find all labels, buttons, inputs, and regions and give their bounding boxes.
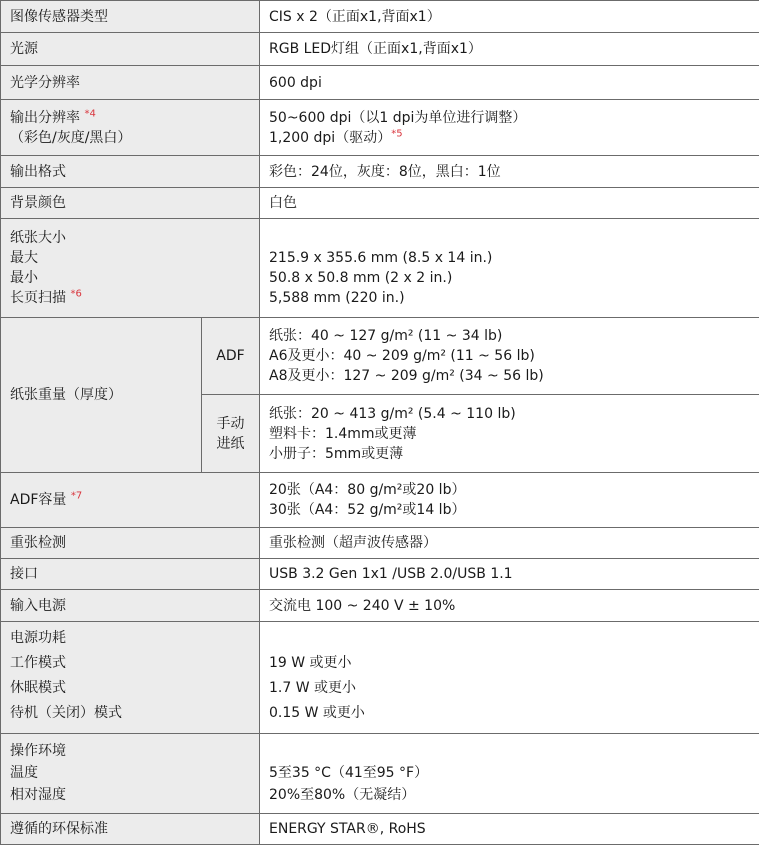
row-optical-resolution [1,66,759,100]
row-adf-capacity [1,473,759,528]
output-resolution-range: 50~600 dpi（以1 dpi为单位进行调整） [269,109,527,126]
label-manual-feed [202,395,260,473]
row-output-resolution [1,100,759,156]
adf-weight-a8: A8及更小：127 ~ 209 g/m² (34 ~ 56 lb) [269,368,544,384]
label-output-resolution [1,100,260,156]
label-multifeed-detection: 重张检测 [1,528,260,559]
row-power-consumption [1,622,759,734]
label-adf: ADF [202,318,260,395]
paper-size-min-label: 最小 [10,270,38,286]
adf-weight-a6: A6及更小：40 ~ 209 g/m² (11 ~ 56 lb) [269,348,535,364]
value-sensor-type: CIS x 2（正面x1,背面x1） [260,1,759,33]
label-light-source: 光源 [1,33,260,66]
environment-humidity-value: 20%至80%（无凝结） [269,786,416,803]
row-multifeed-detection [1,528,759,559]
power-operating-value: 19 W 或更小 [269,654,352,671]
value-paper-size [260,219,759,318]
paper-size-max-label: 最大 [10,250,38,266]
output-resolution-title: 输出分辨率 [10,109,80,126]
adf-weight-paper: 纸张：40 ~ 127 g/m² (11 ~ 34 lb) [269,328,503,344]
label-environmental-compliance: 遵循的环保标准 [1,814,260,845]
label-paper-weight: 纸张重量（厚度） [1,318,202,473]
power-standby-value: 0.15 W 或更小 [269,704,365,721]
row-light-source [1,33,759,66]
value-background-color: 白色 [260,188,759,219]
adf-capacity-52gsm: 30张（A4：52 g/m²或14 lb） [269,502,466,518]
label-paper-size [1,219,260,318]
footnote-4: *4 [84,107,96,119]
label-power-input: 输入电源 [1,590,260,622]
row-background-color [1,188,759,219]
row-paper-weight-adf [1,318,759,395]
label-power-consumption [1,622,260,734]
power-sleep-label: 休眠模式 [10,679,66,696]
footnote-5: *5 [391,127,403,139]
row-operating-environment [1,734,759,814]
value-paper-weight-manual [260,395,759,473]
label-output-format: 输出格式 [1,156,260,188]
label-background-color: 背景颜色 [1,188,260,219]
value-output-resolution [260,100,759,156]
value-environmental-compliance: ENERGY STAR®, RoHS [260,814,759,845]
value-interface: USB 3.2 Gen 1x1 /USB 2.0/USB 1.1 [260,559,759,590]
value-multifeed-detection: 重张检测（超声波传感器） [260,528,759,559]
value-adf-capacity [260,473,759,528]
value-optical-resolution: 600 dpi [260,66,759,100]
manual-weight-plastic-card: 塑料卡：1.4mm或更薄 [269,425,417,442]
adf-capacity-title: ADF容量 [10,492,67,508]
paper-size-max-value: 215.9 x 355.6 mm (8.5 x 14 in.) [269,250,493,266]
power-standby-label: 待机（关闭）模式 [10,704,122,721]
value-light-source: RGB LED灯组（正面x1,背面x1） [260,33,759,66]
paper-size-long-value: 5,588 mm (220 in.) [269,290,405,306]
row-output-format [1,156,759,188]
value-paper-weight-adf [260,318,759,395]
power-consumption-title: 电源功耗 [10,629,66,646]
manual-weight-booklet: 小册子：5mm或更薄 [269,445,404,462]
output-resolution-modes: （彩色/灰度/黑白） [10,129,132,146]
value-power-input: 交流电 100 ~ 240 V ± 10% [260,590,759,622]
paper-size-long-label: 长页扫描 [10,290,66,306]
output-resolution-driver: 1,200 dpi（驱动） [269,129,392,146]
environment-humidity-label: 相对湿度 [10,786,66,803]
label-adf-capacity [1,473,260,528]
footnote-7: *7 [70,490,83,502]
environment-temp-value: 5至35 °C（41至95 °F） [269,764,429,781]
label-interface: 接口 [1,559,260,590]
manual-feed-line-2: 进纸 [216,435,245,452]
power-operating-label: 工作模式 [10,654,66,671]
label-optical-resolution: 光学分辨率 [1,66,260,100]
paper-size-min-value: 50.8 x 50.8 mm (2 x 2 in.) [269,270,453,286]
value-operating-environment [260,734,759,814]
row-sensor-type [1,1,759,33]
adf-capacity-80gsm: 20张（A4：80 g/m²或20 lb） [269,482,466,498]
power-sleep-value: 1.7 W 或更小 [269,679,357,696]
manual-weight-paper: 纸张：20 ~ 413 g/m² (5.4 ~ 110 lb) [269,405,516,422]
manual-feed-line-1: 手动 [216,415,245,432]
row-power-input [1,590,759,622]
row-environmental-compliance [1,814,759,845]
label-operating-environment [1,734,260,814]
row-paper-size [1,219,759,318]
value-output-format: 彩色：24位，灰度：8位，黑白：1位 [260,156,759,188]
paper-size-title: 纸张大小 [10,230,66,246]
value-power-consumption [260,622,759,734]
footnote-6: *6 [70,288,82,300]
environment-title: 操作环境 [10,742,66,759]
label-sensor-type: 图像传感器类型 [1,1,260,33]
environment-temp-label: 温度 [10,764,38,781]
row-interface [1,559,759,590]
